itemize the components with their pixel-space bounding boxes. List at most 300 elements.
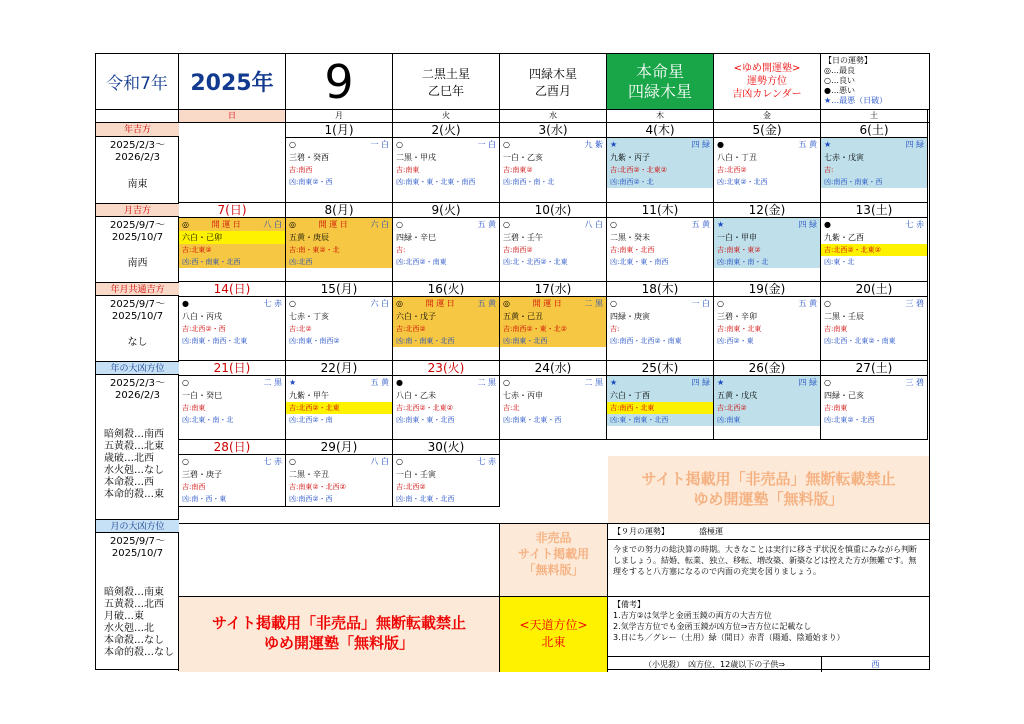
- day-bad-dir: 凶:南東・北西: [500, 335, 606, 347]
- day-bad-dir: 凶:南東・東・北東・南西: [396, 178, 476, 186]
- day-bad-dir: 凶:東・南東・北西: [607, 414, 713, 426]
- day-cell[interactable]: [821, 361, 928, 440]
- day-bad-dir: 凶:南西②・北: [607, 176, 713, 188]
- day-fortune-line: [714, 138, 820, 151]
- day-kanshi: 八白・丙戌: [182, 312, 222, 321]
- year-bad-list: 暗剣殺…南西 五黄殺…北東 歳破…北西 水火剋…なし 本命殺…西 本命的殺…東: [104, 429, 164, 500]
- day-bad-dir: 凶:南・北東・北西: [396, 495, 455, 503]
- day-kanshi: 一白・癸巳: [182, 391, 222, 400]
- day-cell[interactable]: [179, 203, 286, 282]
- fortune-mark: ●: [396, 378, 403, 387]
- day-kanshi: 五黄・庚辰: [286, 231, 392, 244]
- day-bad-dir: 凶:西・南東・北西: [179, 256, 285, 268]
- day-lucky-dir: 吉:北西②: [714, 402, 820, 414]
- day-lucky-dir: 吉:南東②・北西②: [289, 483, 346, 491]
- fortune-mark: ★: [824, 140, 832, 149]
- tendo-dir: 北東: [541, 635, 566, 649]
- month-bad-label: 月の大凶方位: [96, 519, 179, 533]
- fortune-mark: ★: [610, 140, 618, 149]
- day-star: 五 黄: [477, 299, 496, 308]
- day-kanshi: 一白・甲申: [714, 231, 820, 244]
- fortune-mark: ○: [289, 140, 296, 149]
- fortune-mark: ○: [503, 220, 510, 229]
- day-lucky-dir: 吉:南東: [824, 404, 848, 412]
- title-line2: 運勢方位: [747, 76, 787, 87]
- day-star: 三 碧: [905, 299, 924, 308]
- day-cell[interactable]: [500, 361, 607, 440]
- day-fortune-line: [821, 297, 927, 310]
- day-number: 26(金): [714, 361, 820, 376]
- day-fortune-line: [607, 376, 713, 389]
- kaiun-note: 開 運 日: [425, 299, 455, 308]
- year-star: 二黒土星: [421, 66, 470, 81]
- day-star: 六 白: [370, 299, 389, 308]
- child-label: （小児殺） 凶方位、12歳以下の子供⇒: [608, 657, 822, 672]
- day-star: 七 赤: [905, 220, 924, 229]
- day-number: 18(木): [607, 282, 713, 297]
- day-lucky-dir: 吉:北西②: [396, 483, 426, 491]
- day-lucky-dir: 吉:南東: [824, 325, 848, 333]
- fortune-mark: ◎: [396, 299, 403, 308]
- day-kanshi: 七赤・戊寅: [821, 151, 927, 164]
- day-fortune-line: [821, 376, 927, 389]
- day-number: 23(火): [393, 361, 499, 376]
- day-number: 11(木): [607, 203, 713, 218]
- tendo-box: [500, 596, 608, 672]
- day-lucky-dir: 吉:南西: [289, 166, 313, 174]
- day-cell[interactable]: [286, 282, 393, 361]
- day-fortune-line: [179, 297, 285, 310]
- day-star: 五 黄: [691, 220, 710, 229]
- day-number: 28(日): [179, 440, 285, 455]
- title-line3: 吉凶カレンダー: [732, 89, 802, 100]
- day-kanshi: 四緑・辛巳: [396, 233, 436, 242]
- day-star: 一 白: [370, 140, 389, 149]
- day-number: 6(土): [821, 123, 927, 138]
- weekday-corner: [96, 110, 179, 122]
- honmei-label: 本命星: [635, 61, 684, 81]
- day-bad-dir: 凶:南東・南西・北東: [182, 337, 248, 345]
- watermark-mid: 非売品 サイト掲載用 「無料版」: [500, 524, 608, 596]
- day-kanshi: 九紫・丙子: [607, 151, 713, 164]
- fortune-mark: ○: [396, 220, 403, 229]
- fortune-mark: ★: [717, 378, 725, 387]
- year-bad-period: 2025/2/3〜 2026/2/3: [110, 378, 165, 401]
- day-bad-dir: 凶:南東・東・北西: [396, 416, 455, 424]
- fortune-mark: ○: [289, 457, 296, 466]
- common-lucky-period: 2025/9/7〜 2025/10/7: [110, 299, 165, 322]
- day-lucky-dir: 吉:南西・北東: [607, 402, 713, 414]
- day-fortune-line: [821, 218, 927, 231]
- fortune-mark: ★: [717, 220, 725, 229]
- day-fortune-line: [179, 376, 285, 389]
- day-star: 一 白: [691, 299, 710, 308]
- day-cell[interactable]: [607, 203, 714, 282]
- month-number: 9: [286, 54, 393, 109]
- weekday-5: 金: [714, 110, 821, 122]
- legend-worst: ★…最悪（日破）: [824, 96, 888, 105]
- day-lucky-dir: 吉:南東・北東: [717, 325, 762, 333]
- common-lucky-label: 年月共通吉方: [96, 282, 179, 296]
- fortune-mark: ◎: [503, 299, 510, 308]
- day-kanshi: 八白・丁丑: [717, 153, 757, 162]
- day-cell[interactable]: [179, 361, 286, 440]
- day-kanshi: 九紫・甲午: [289, 391, 329, 400]
- day-number: 13(土): [821, 203, 927, 218]
- day-lucky-dir: 吉:北西②・北東②: [821, 244, 927, 256]
- day-kanshi: 八白・乙未: [396, 391, 436, 400]
- year-label: 2025年: [179, 54, 286, 109]
- day-number: 2(火): [393, 123, 499, 138]
- day-fortune-line: [286, 297, 392, 310]
- month-star-box: [500, 54, 607, 109]
- fortune-mark: ○: [396, 457, 403, 466]
- day-kanshi: 七赤・丁亥: [289, 312, 329, 321]
- month-bad-period: 2025/9/7〜 2025/10/7: [110, 536, 165, 559]
- day-star: 四 緑: [691, 378, 710, 387]
- day-kanshi: 三碧・辛卯: [717, 312, 757, 321]
- day-star: 七 赤: [263, 457, 282, 466]
- day-number: 20(土): [821, 282, 927, 297]
- day-number: 25(木): [607, 361, 713, 376]
- day-bad-dir: 凶:西②・東: [717, 337, 754, 345]
- day-number: 27(土): [821, 361, 927, 376]
- legend-title: 【日の運勢】: [824, 56, 872, 65]
- fortune-mark: ★: [289, 378, 297, 387]
- day-bad-dir: 凶:南西・南・北: [503, 178, 555, 186]
- day-bad-dir: 凶:北西②・南東: [396, 258, 447, 266]
- title-line1: <ゆめ開運塾>: [733, 63, 801, 74]
- day-lucky-dir: 吉:北西②: [393, 323, 499, 335]
- day-lucky-dir: 吉:南西②・東・北②: [500, 323, 606, 335]
- day-fortune-line: [179, 218, 285, 231]
- fortune-mark: ○: [182, 378, 189, 387]
- day-cell[interactable]: [393, 203, 500, 282]
- day-number: 16(火): [393, 282, 499, 297]
- day-number: 3(水): [500, 123, 606, 138]
- day-number: 21(日): [179, 361, 285, 376]
- day-fortune-line: [393, 455, 499, 468]
- day-fortune-line: [714, 218, 820, 231]
- day-bad-dir: 凶:南西・南東・西: [821, 176, 927, 188]
- tendo-label: <天道方位>: [519, 618, 588, 632]
- day-kanshi: 四緑・己亥: [824, 391, 864, 400]
- day-cell[interactable]: [393, 123, 500, 203]
- month-lucky-label: 月吉方: [96, 203, 179, 217]
- day-star: 二 黒: [584, 299, 603, 308]
- fortune-mark: ○: [503, 140, 510, 149]
- day-cell[interactable]: [714, 282, 821, 361]
- day-cell[interactable]: [607, 282, 714, 361]
- day-kanshi: 四緑・庚寅: [610, 312, 650, 321]
- day-bad-dir: 凶:北・北西②・北東: [503, 258, 568, 266]
- day-number: 8(月): [286, 203, 392, 218]
- month-star: 四緑木星: [528, 66, 577, 81]
- day-bad-dir: 凶:南東・北東・西: [503, 416, 562, 424]
- day-number: 12(金): [714, 203, 820, 218]
- notes-box: [608, 596, 929, 656]
- day-star: 五 黄: [798, 140, 817, 149]
- day-lucky-dir: 吉:南東: [182, 404, 206, 412]
- fortune-mark: ○: [610, 220, 617, 229]
- day-star: 四 緑: [691, 140, 710, 149]
- fortune-mark: ◎: [289, 220, 296, 229]
- day-cell[interactable]: [714, 203, 821, 282]
- day-star: 八 白: [263, 220, 282, 229]
- day-number: 17(水): [500, 282, 606, 297]
- fortune-mark: ○: [717, 299, 724, 308]
- day-star: 四 緑: [798, 378, 817, 387]
- day-fortune-line: [286, 138, 392, 151]
- day-cell[interactable]: [286, 361, 393, 440]
- honmei-star: 四緑木星: [627, 81, 692, 101]
- day-lucky-dir: 吉:北: [503, 404, 520, 412]
- day-kanshi: 二黒・壬辰: [824, 312, 864, 321]
- day-fortune-line: [393, 218, 499, 231]
- day-number: 4(木): [607, 123, 713, 138]
- fortune-mark: ●: [182, 299, 189, 308]
- empty-day-cell: [179, 123, 286, 203]
- day-cell[interactable]: [179, 440, 286, 507]
- month-kanshi: 乙酉月: [534, 83, 571, 98]
- day-star: 七 赤: [477, 457, 496, 466]
- day-bad-dir: 凶:北西: [286, 256, 392, 268]
- day-fortune-line: [286, 218, 392, 231]
- day-bad-dir: 凶:南東②・西: [289, 178, 333, 186]
- day-number: 15(月): [286, 282, 392, 297]
- day-bad-dir: 凶:北東②・北西: [717, 178, 768, 186]
- month-lucky-period: 2025/9/7〜 2025/10/7: [110, 220, 165, 243]
- year-bad-label: 年の大凶方位: [96, 361, 179, 375]
- day-lucky-dir: 吉:南東: [396, 166, 420, 174]
- day-number: 24(水): [500, 361, 606, 376]
- day-bad-dir: 凶:南東・南・北: [714, 256, 820, 268]
- day-kanshi: 二黒・癸未: [610, 233, 650, 242]
- fortune-mark: ◎: [182, 220, 189, 229]
- day-lucky-dir: 吉:北西②・西: [182, 325, 226, 333]
- day-lucky-dir: 吉:北西②・北東②: [607, 164, 713, 176]
- day-kanshi: 二黒・辛丑: [289, 470, 329, 479]
- day-bad-dir: 凶:南・西・東: [182, 495, 227, 503]
- fortune-mark: ○: [610, 299, 617, 308]
- weekday-6: 土: [821, 110, 928, 122]
- day-kanshi: 一白・乙亥: [503, 153, 543, 162]
- day-kanshi: 二黒・甲戌: [396, 153, 436, 162]
- fortune-mark: ○: [182, 457, 189, 466]
- notes-label: 【備考】: [613, 600, 645, 609]
- title-box: [714, 54, 821, 109]
- day-cell[interactable]: [179, 282, 286, 361]
- day-star: 一 白: [477, 140, 496, 149]
- fortune-mark: ○: [824, 378, 831, 387]
- month-bad-list: 暗剣殺…南東 五黄殺…北西 月破…東 水火剋…北 本命殺…なし 本命的殺…なし: [104, 587, 174, 658]
- weekday-row: [96, 109, 929, 123]
- day-fortune-line: [179, 455, 285, 468]
- day-cell[interactable]: [286, 123, 393, 203]
- day-kanshi: 五黄・己丑: [500, 310, 606, 323]
- day-kanshi: 五黄・戊戌: [714, 389, 820, 402]
- day-kanshi: 六白・丁酉: [607, 389, 713, 402]
- fortune-mark: ●: [824, 220, 831, 229]
- day-fortune-line: [821, 138, 927, 151]
- day-number: 30(火): [393, 440, 499, 455]
- day-cell[interactable]: [500, 123, 607, 203]
- day-fortune-line: [393, 297, 499, 310]
- day-number: 10(水): [500, 203, 606, 218]
- kaiun-note: 開 運 日: [318, 220, 348, 229]
- day-cell[interactable]: [393, 361, 500, 440]
- day-fortune-line: [286, 376, 392, 389]
- day-cell[interactable]: [500, 203, 607, 282]
- day-kanshi: 一白・壬寅: [396, 470, 436, 479]
- day-lucky-dir: 吉:: [396, 246, 406, 254]
- day-lucky-dir: 吉:南東・東②: [714, 244, 820, 256]
- legend-bad: ●…悪い: [824, 86, 855, 95]
- fortune-key: 盛極運: [699, 527, 723, 536]
- day-cell[interactable]: [607, 361, 714, 440]
- day-cell[interactable]: [714, 361, 821, 440]
- common-lucky-dir: なし: [127, 337, 148, 348]
- day-bad-dir: 凶:北東・東・南西: [610, 258, 669, 266]
- day-fortune-line: [393, 138, 499, 151]
- day-lucky-dir: 吉:南西②: [503, 246, 533, 254]
- day-lucky-dir: 吉:南・東②・北: [286, 244, 392, 256]
- day-star: 二 黒: [263, 378, 282, 387]
- year-kanshi: 乙巳年: [427, 83, 464, 98]
- day-number: 7(日): [179, 203, 285, 218]
- day-cell[interactable]: [393, 282, 500, 361]
- day-kanshi: 三碧・癸酉: [289, 153, 329, 162]
- day-lucky-dir: 吉:北②: [289, 325, 312, 333]
- weekday-0: 日: [179, 110, 286, 122]
- day-cell[interactable]: [286, 440, 393, 507]
- day-cell[interactable]: [714, 123, 821, 203]
- year-star-box: [393, 54, 500, 109]
- fortune-text: 今までの努力の総決算の時期。大きなことは実行に移さず状況を慎重にみながら判断しましょう。結婚、転業、独立、移転、増改築、新築などは控えた方が無難です。無理をすると八方塞になるので内面の充実を図りましょう。: [613, 545, 917, 576]
- weekday-1: 月: [286, 110, 393, 122]
- kaiun-note: 開 運 日: [211, 220, 241, 229]
- day-lucky-dir: 吉:北西②・北東: [286, 402, 392, 414]
- day-star: 五 黄: [370, 378, 389, 387]
- watermark-bottom: サイト掲載用「非売品」無断転載禁止 ゆめ開運塾「無料版」: [179, 596, 500, 672]
- day-lucky-dir: 吉:北西②・北東②: [396, 404, 453, 412]
- day-cell[interactable]: [821, 203, 928, 282]
- day-star: 三 碧: [905, 378, 924, 387]
- day-bad-dir: 凶:東・北: [824, 258, 855, 266]
- day-bad-dir: 凶:南東: [714, 414, 820, 426]
- day-lucky-dir: 吉:南東②: [503, 166, 533, 174]
- legend-good: ○…良い: [824, 76, 855, 85]
- day-star: 五 黄: [798, 299, 817, 308]
- child-dir: 西: [871, 660, 880, 669]
- year-lucky-label: 年吉方: [96, 123, 179, 137]
- day-fortune-line: [500, 218, 606, 231]
- day-kanshi: 三碧・壬午: [503, 233, 543, 242]
- fortune-box: [608, 524, 929, 596]
- day-kanshi: 六白・己卯: [179, 231, 285, 244]
- day-fortune-line: [607, 138, 713, 151]
- day-fortune-line: [500, 376, 606, 389]
- fortune-mark: ○: [503, 378, 510, 387]
- day-lucky-dir: 吉:南東・北西: [610, 246, 655, 254]
- note-1: 1.吉方②は気学と金函玉鏡の両方の大吉方位: [613, 611, 772, 620]
- day-fortune-line: [286, 455, 392, 468]
- day-cell[interactable]: [500, 282, 607, 361]
- day-star: 二 黒: [477, 378, 496, 387]
- day-lucky-dir: 吉:: [821, 164, 927, 176]
- day-number: 9(火): [393, 203, 499, 218]
- day-fortune-line: [714, 376, 820, 389]
- day-fortune-line: [607, 218, 713, 231]
- note-2: 2.気学吉方位でも金函玉鏡が凶方位⇒吉方位に記載なし: [613, 622, 812, 631]
- day-fortune-line: [500, 138, 606, 151]
- kaiun-note: 開 運 日: [532, 299, 562, 308]
- side-column: [96, 123, 179, 671]
- weekday-2: 火: [393, 110, 500, 122]
- day-number: 29(月): [286, 440, 392, 455]
- day-cell[interactable]: [393, 440, 500, 507]
- day-bad-dir: 凶:南・南東・北西: [393, 335, 499, 347]
- day-lucky-dir: 吉:南西: [182, 483, 206, 491]
- day-star: 二 黒: [584, 378, 603, 387]
- day-number: 22(月): [286, 361, 392, 376]
- fortune-mark: ★: [610, 378, 618, 387]
- month-lucky-dir: 南西: [127, 258, 148, 269]
- day-star: 六 白: [370, 220, 389, 229]
- day-number: 5(金): [714, 123, 820, 138]
- day-cell[interactable]: [821, 123, 928, 203]
- note-3: 3.日にち／グレー（土用）緑（間日）赤青（陽遁、陰遁始まり）: [613, 633, 845, 642]
- day-star: 四 緑: [798, 220, 817, 229]
- day-kanshi: 九紫・乙酉: [824, 233, 864, 242]
- weekday-4: 木: [607, 110, 714, 122]
- bottom-section: [179, 523, 929, 671]
- fortune-label: 【９月の運勢】: [613, 527, 669, 536]
- day-bad-dir: 凶:北西②・南: [289, 416, 333, 424]
- fortune-mark: ○: [824, 299, 831, 308]
- day-fortune-line: [393, 376, 499, 389]
- day-fortune-line: [500, 297, 606, 310]
- day-number: 1(月): [286, 123, 392, 138]
- fortune-mark: ○: [396, 140, 403, 149]
- day-star: 九 紫: [584, 140, 603, 149]
- day-star: 四 緑: [905, 140, 924, 149]
- day-star: 七 赤: [263, 299, 282, 308]
- day-fortune-line: [714, 297, 820, 310]
- era-label: 令和7年: [96, 54, 179, 109]
- day-number: 14(日): [179, 282, 285, 297]
- day-cell[interactable]: [821, 282, 928, 361]
- day-kanshi: 三碧・庚子: [182, 470, 222, 479]
- day-bad-dir: 凶:北東②・北西: [824, 416, 875, 424]
- fortune-mark: ●: [717, 140, 724, 149]
- fortune-mark: ○: [289, 299, 296, 308]
- day-bad-dir: 凶:南東・南西②: [289, 337, 340, 345]
- day-cell[interactable]: [286, 203, 393, 282]
- day-cell[interactable]: [607, 123, 714, 203]
- watermark-top: サイト掲載用「非売品」無断転載禁止 ゆめ開運塾「無料版」: [608, 456, 929, 523]
- day-bad-dir: 凶:北西・北東②・南東: [824, 337, 896, 345]
- year-lucky-dir: 南東: [127, 179, 148, 190]
- legend-best: ◎…最良: [824, 66, 855, 75]
- empty-cell: [179, 524, 500, 596]
- day-lucky-dir: 吉:北西②: [717, 166, 747, 174]
- day-star: 八 白: [584, 220, 603, 229]
- day-star: 五 黄: [477, 220, 496, 229]
- honmei-box: [607, 54, 714, 109]
- day-number: 19(金): [714, 282, 820, 297]
- weekday-3: 水: [500, 110, 607, 122]
